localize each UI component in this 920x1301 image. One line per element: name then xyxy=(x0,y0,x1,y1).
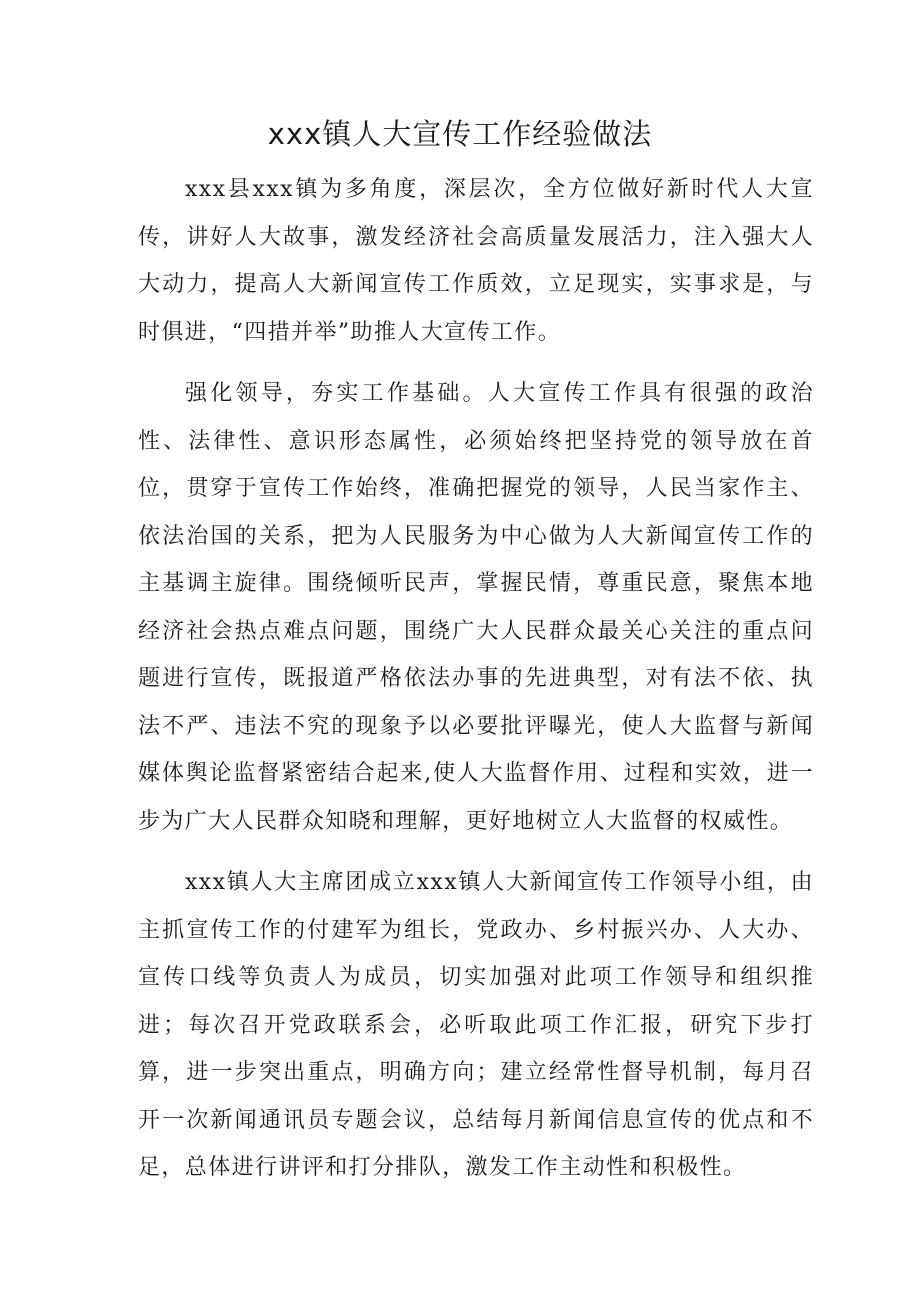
paragraph-organization: xxx镇人大主席团成立xxx镇人大新闻宣传工作领导小组，由主抓宣传工作的付建军为组长，党政办、乡村振兴办、人大办、宣传口线等负责人为成员，切实加强对此项工作领导和组织推进；每次召开党政联系会，必听取此项工作汇报，研究下步打算，进一步突出重点，明确方向；建立经常性督导机制，每月召开一次新闻通讯员专题会议，总结每月新闻信息宣传的优点和不足，总体进行讲评和打分排队，激发工作主动性和积极性。 xyxy=(138,870,814,1180)
paragraph-intro: xxx县xxx镇为多角度，深层次，全方位做好新时代人大宣传，讲好人大故事，激发经济社会高质量发展活力，注入强大人大动力，提高人大新闻宣传工作质效，立足现实，实事求是，与时俱进，“四措并举”助推人大宣传工作。 xyxy=(138,177,814,345)
document-title: xxx镇人大宣传工作经验做法 xyxy=(267,117,653,151)
paragraph-leadership: 强化领导，夯实工作基础。人大宣传工作具有很强的政治性、法律性、意识形态属性，必须始终把坚持党的领导放在首位，贯穿于宣传工作始终，准确把握党的领导，人民当家作主、依法治国的关系，把为人民服务为中心做为人大新闻宣传工作的主基调主旋律。围绕倾听民声，掌握民情，尊重民意，聚焦本地经济社会热点难点问题，围绕广大人民群众最关心关注的重点问题进行宣传，既报道严格依法办事的先进典型，对有法不依、执法不严、违法不究的现象予以必要批评曝光，使人大监督与新闻媒体舆论监督紧密结合起来,使人大监督作用、过程和实效，进一步为广大人民群众知晓和理解，更好地树立人大监督的权威性。 xyxy=(138,381,814,834)
document-body xyxy=(138,166,814,1192)
